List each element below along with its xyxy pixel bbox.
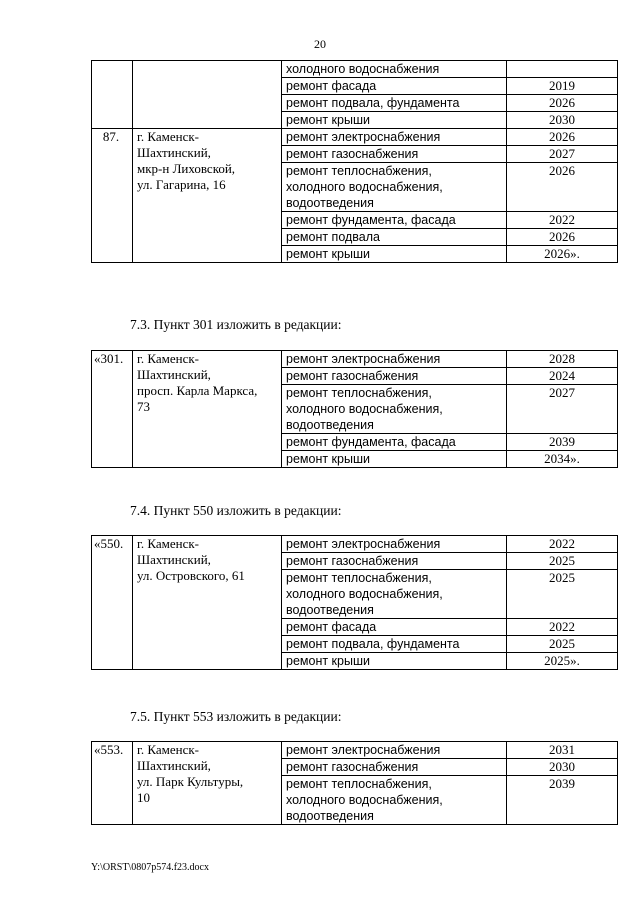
year-cell: 2026». [507,246,618,263]
table-row [92,536,618,553]
table-row [92,61,618,78]
year-cell [507,61,618,78]
year-cell: 2025». [507,653,618,670]
work-cell: ремонт крыши [282,653,507,670]
work-cell: ремонт электроснабжения [282,742,507,759]
work-line: ремонт теплоснабжения, [286,571,432,585]
number-cell: «550. [92,536,133,670]
year-cell: 2025 [507,570,618,619]
address-cell [133,742,282,825]
address-cell [133,129,282,263]
section-heading-7-3: 7.3. Пункт 301 изложить в редакции: [130,317,342,332]
address-line: 10 [137,790,150,805]
address-line: просп. Карла Маркса, [137,383,258,398]
number-cell: «301. [92,351,133,468]
year-cell: 2027 [507,385,618,434]
work-cell: ремонт подвала, фундамента [282,636,507,653]
address-line: Шахтинский, [137,145,211,160]
work-line: холодного водоснабжения, [286,402,443,416]
year-cell: 2027 [507,146,618,163]
table-row [92,742,618,759]
year-cell: 2025 [507,636,618,653]
year-cell: 2022 [507,619,618,636]
work-cell: ремонт электроснабжения [282,351,507,368]
work-cell [282,163,507,212]
work-cell: ремонт газоснабжения [282,146,507,163]
work-cell: ремонт газоснабжения [282,553,507,570]
year-cell: 2031 [507,742,618,759]
page-number: 20 [314,37,326,51]
work-cell: ремонт фундамента, фасада [282,212,507,229]
address-cell [133,536,282,670]
address-line: г. Каменск- [137,742,200,757]
address-line: ул. Парк Культуры, [137,774,244,789]
table-item-553 [91,741,618,825]
address-line: ул. Гагарина, 16 [137,177,226,192]
year-cell: 2034». [507,451,618,468]
year-cell: 2022 [507,536,618,553]
work-cell [282,385,507,434]
table-row [92,129,618,146]
work-line: ремонт теплоснабжения, [286,164,432,178]
work-line: водоотведения [286,418,374,432]
work-cell: ремонт электроснабжения [282,536,507,553]
address-cell [133,61,282,129]
address-line: мкр-н Лиховской, [137,161,236,176]
year-cell: 2022 [507,212,618,229]
year-cell: 2019 [507,78,618,95]
section-heading-7-5: 7.5. Пункт 553 изложить в редакции: [130,709,342,724]
table-item-301 [91,350,618,468]
work-cell: ремонт электроснабжения [282,129,507,146]
work-cell: холодного водоснабжения [282,61,507,78]
address-cell [133,351,282,468]
number-cell [92,61,133,129]
work-cell: ремонт крыши [282,451,507,468]
address-line: Шахтинский, [137,552,211,567]
year-cell: 2024 [507,368,618,385]
table-row [92,351,618,368]
work-cell: ремонт фасада [282,78,507,95]
work-line: водоотведения [286,196,374,210]
work-cell: ремонт подвала, фундамента [282,95,507,112]
work-line: холодного водоснабжения, [286,587,443,601]
year-cell: 2026 [507,163,618,212]
year-cell: 2030 [507,759,618,776]
year-cell: 2028 [507,351,618,368]
work-cell: ремонт фасада [282,619,507,636]
work-cell: ремонт крыши [282,112,507,129]
table-continuation-87 [91,60,618,263]
year-cell: 2026 [507,95,618,112]
work-cell: ремонт подвала [282,229,507,246]
address-line: г. Каменск- [137,129,200,144]
work-cell: ремонт фундамента, фасада [282,434,507,451]
address-line: ул. Островского, 61 [137,568,245,583]
year-cell: 2025 [507,553,618,570]
work-cell: ремонт крыши [282,246,507,263]
year-cell: 2030 [507,112,618,129]
number-cell: «553. [92,742,133,825]
number-cell: 87. [92,129,133,263]
footer-file-path: Y:\ORST\0807p574.f23.docx [91,862,209,873]
year-cell: 2026 [507,129,618,146]
work-line: ремонт теплоснабжения, [286,386,432,400]
year-cell: 2026 [507,229,618,246]
work-line: холодного водоснабжения, [286,180,443,194]
work-cell: ремонт газоснабжения [282,368,507,385]
work-cell [282,570,507,619]
address-line: г. Каменск- [137,351,200,366]
year-cell: 2039 [507,776,618,825]
table-item-550 [91,535,618,670]
section-heading-7-4: 7.4. Пункт 550 изложить в редакции: [130,503,342,518]
year-cell: 2039 [507,434,618,451]
work-line: водоотведения [286,603,374,617]
work-cell [282,776,507,825]
work-line: холодного водоснабжения, [286,793,443,807]
address-line: г. Каменск- [137,536,200,551]
address-line: Шахтинский, [137,367,211,382]
work-line: водоотведения [286,809,374,823]
work-line: ремонт теплоснабжения, [286,777,432,791]
address-line: 73 [137,399,150,414]
work-cell: ремонт газоснабжения [282,759,507,776]
address-line: Шахтинский, [137,758,211,773]
